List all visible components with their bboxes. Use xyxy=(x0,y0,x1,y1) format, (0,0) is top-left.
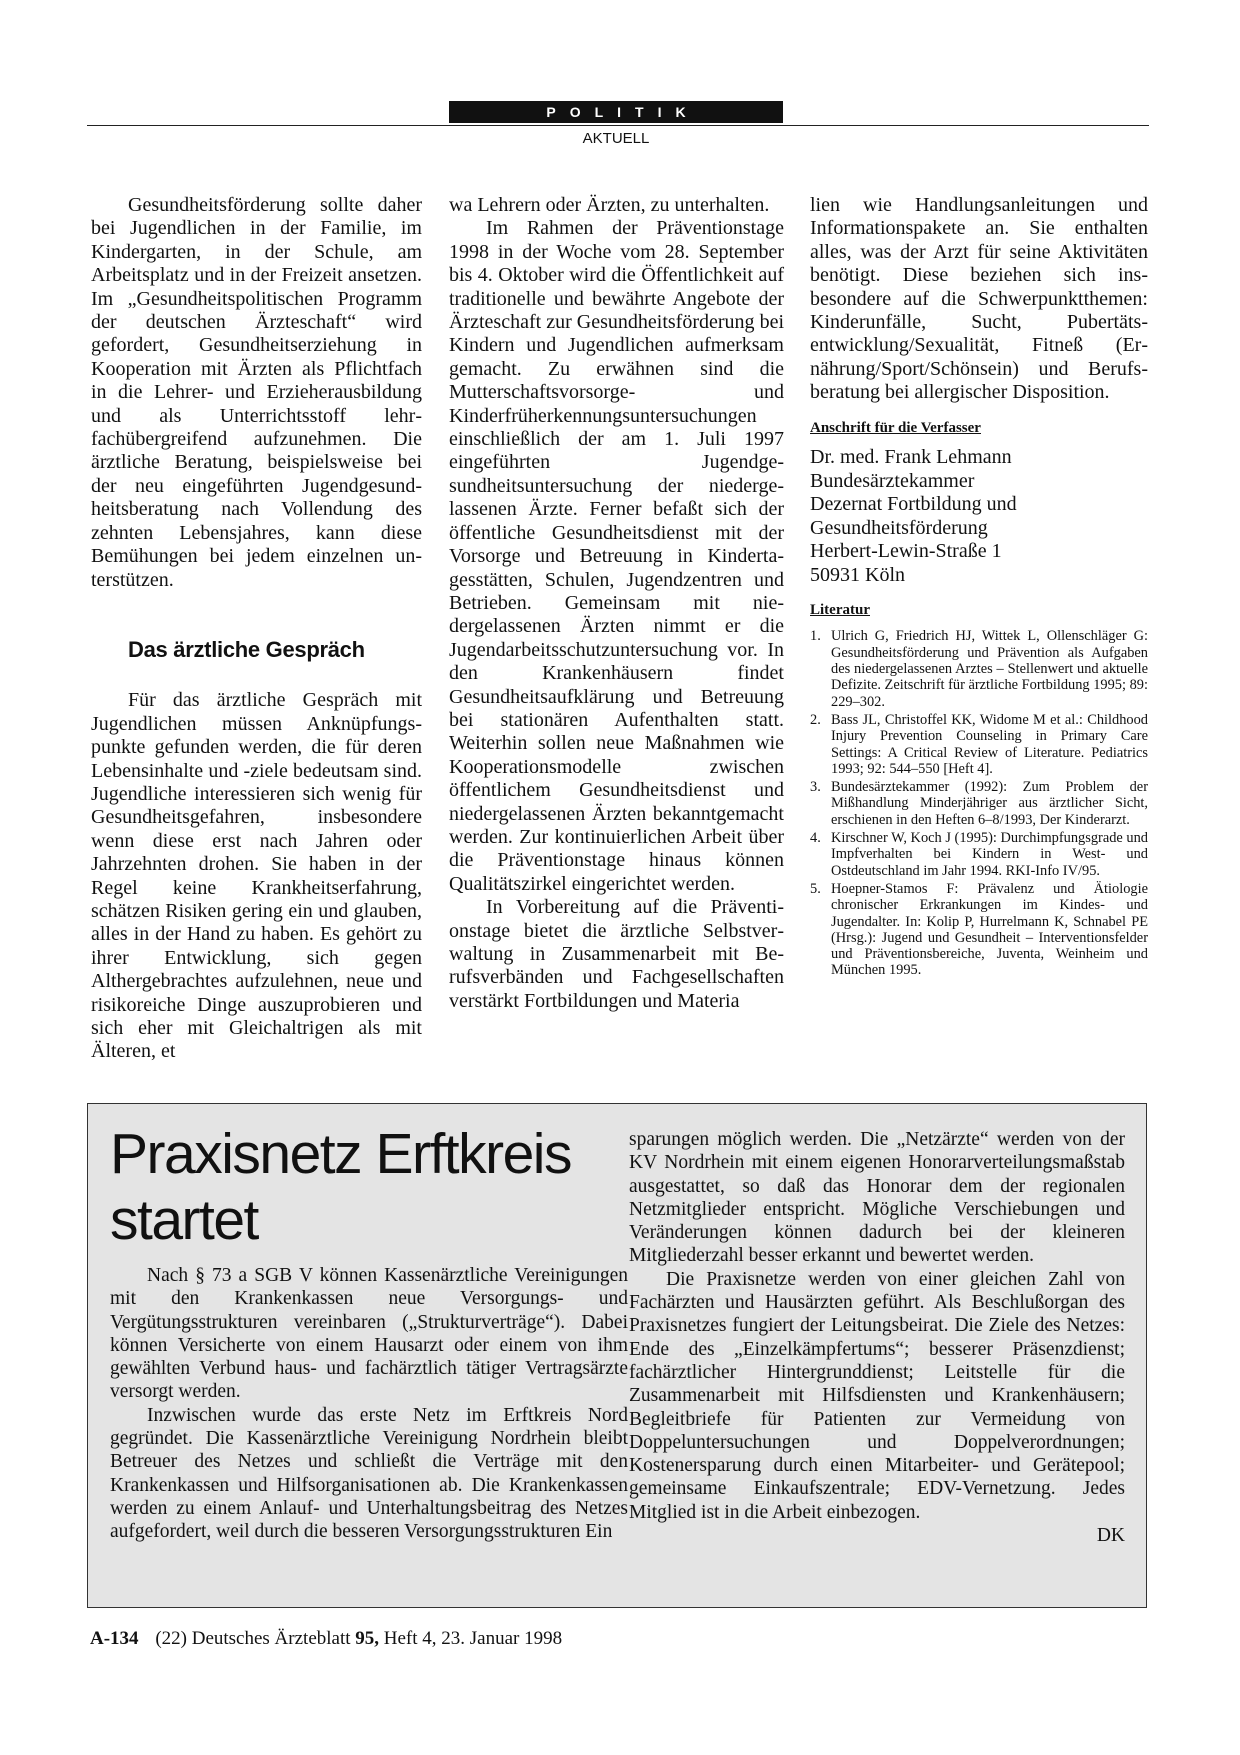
reference-text: Ulrich G, Friedrich HJ, Wittek L, Ollenschläger G: Gesundheitsförderung und Prävention als Aufgaben des niedergelassenen Arztes – Stellenwert und aktuelle Defizite. Zeitschrift für ärztliche Fortbildung 1995; 89: 229–302. xyxy=(831,628,1148,710)
reference-item xyxy=(810,628,1148,709)
address-heading: Anschrift für die Verfasser xyxy=(810,419,981,436)
author-address xyxy=(810,446,1148,587)
page-footer xyxy=(90,1628,562,1650)
paragraph: Die Praxisnetze werden von einer gleichen Zahl von Fachärzten und Hausärzten geführt. Als Beschlußorgan des Praxisnetzes fungiert der Leitungsbeirat. Die Ziele des Netzes: Ende des „Einzelkämpfertums“; besserer Präsenzdienst; fachärztlicher Hintergrunddienst; Leitstelle für die Zusammenarbeit mit Hilfsdiensten und Krankenhäusern; Begleitbriefe für Patienten zur Vermeidung von Doppeluntersuchungen und Doppelverordnungen; Kostenersparung durch einen Mitarbeiter- und Gerätepool; gemeinsame Einkaufszentrale; EDV-Vernetzung. Jedes Mitglied ist in die Arbeit einbezogen. xyxy=(629,1268,1125,1523)
reference-text: Bass JL, Christoffel KK, Widome M et al.: Childhood Injury Prevention Counseling in Primary Care Settings: A Critical Review of Literature. Pediatrics 1993; 92: 544–550 [Heft 4]. xyxy=(831,711,1148,777)
reference-number: 4. xyxy=(810,830,821,847)
paragraph: wa Lehrern oder Ärzten, zu unterhalten. xyxy=(449,194,770,216)
box-title: Praxisnetz Erftkreis startet xyxy=(110,1122,571,1252)
address-line: 50931 Köln xyxy=(810,563,905,586)
article-column-1 xyxy=(91,194,422,1064)
paragraph: Für das ärztliche Gespräch mit Jugendlichen müssen Anknüpfungspunkte gefunden werden, die für deren Lebensinhalte und -ziele bedeutsam sind. Jugendliche interessieren sich wenig für Gesundheitsgefahren, insbesondere wenn diese erst nach Jahren oder Jahrzehnten drohen. Sie haben in der Regel keine Krankheitserfahrung, schätzen Risiken gering ein und glauben, alles in der Hand zu haben. Es gehört zu ihrer Entwicklung, sich gegen Althergebrachtes aufzulehnen, neue und risikoreiche Dinge auszuprobieren und sich eher mit Gleichaltrigen als mit Älteren, et xyxy=(91,689,422,1063)
reference-list xyxy=(810,628,1148,978)
paragraph: Gesundheitsförderung sollte daher bei Jugendlichen in der Familie, im Kindergarten, in der Schule, am Arbeitsplatz und in der Freizeit ansetzen. Im „Gesundheitspolitischen Programm der deutschen Ärzteschaft“ wird gefordert, Gesundheitserziehung in Kooperation mit Ärzten als Pflichtfach in die Lehrer- und Erzieherausbildung und als Unterrichtsstoff lehrfachübergreifend aufzunehmen. Die ärztliche Beratung, beispielsweise bei der neu eingeführten Jugendgesundheitsberatung nach Vollendung des zehnten Lebensjahres, kann diese Bemühungen bei jedem einzelnen unterstützen. xyxy=(91,194,422,591)
article-column-3 xyxy=(810,194,1148,981)
volume-number: 95, xyxy=(355,1628,380,1649)
box-column-1 xyxy=(110,1264,628,1544)
paragraph: Inzwischen wurde das erste Netz im Erftkreis Nord gegründet. Die Kassenärztliche Vereinigung Nordrhein bleibt Betreuer des Netzes und schließt die Verträge mit den Krankenkassen und Hilfsorganisationen ab. Die Krankenkassen werden zu einem Anlauf- und Unterhaltungsbeitrag des Netzes aufgefordert, weil durch die besseren Versorgungsstrukturen Ein xyxy=(110,1404,628,1543)
address-line: Dezernat Fortbildung und xyxy=(810,493,1017,516)
literature-heading: Literatur xyxy=(810,602,870,619)
reference-text: Hoepner-Stamos F: Prävalenz und Ätiologie chronischer Erkrankungen im Kindes- und Jugendalter. In: Kolip P, Hurrelmann K, Schnabel PE (Hrsg.): Jugend und Gesundheit – Interventionsfelder und Präventionsbereiche, Juventa, Weinheim und München 1995. xyxy=(831,880,1148,979)
address-line: Gesundheitsförderung xyxy=(810,516,988,539)
box-column-2 xyxy=(629,1128,1125,1547)
reference-number: 2. xyxy=(810,711,821,728)
address-line: Dr. med. Frank Lehmann xyxy=(810,446,1012,469)
reference-number: 3. xyxy=(810,779,821,796)
journal-name: (22) Deutsches Ärzteblatt xyxy=(155,1628,351,1649)
header-rule xyxy=(87,125,1149,126)
reference-item xyxy=(810,881,1148,979)
page-number: A-134 xyxy=(90,1628,139,1649)
article-column-2 xyxy=(449,194,784,1013)
subheading: Das ärztliche Gespräch xyxy=(128,636,365,662)
reference-item xyxy=(810,712,1148,777)
author-initials: DK xyxy=(1096,1525,1125,1547)
reference-item xyxy=(810,830,1148,879)
reference-text: Kirschner W, Koch J (1995): Durchimpfungsgrade und Impfverhalten bei Kindern in West- und Ostdeutschland im Jahr 1994. RKI-Info IV/95. xyxy=(831,830,1148,879)
address-line: Herbert-Lewin-Straße 1 xyxy=(810,540,1002,563)
address-line: Bundesärztekammer xyxy=(810,469,975,492)
subsection-label: AKTUELL xyxy=(582,130,650,147)
reference-number: 1. xyxy=(810,628,821,645)
section-label: POLITIK xyxy=(449,101,783,123)
paragraph: Im Rahmen der Präventionstage 1998 in der Woche vom 28. September bis 4. Oktober wird die Öffentlichkeit auf traditionelle und bewährte Angebote der Ärzteschaft zur Gesundheitsförderung bei Kindern und Jugendlichen aufmerksam gemacht. Zu erwähnen sind die Mutterschaftsvorsorge- und Kinderfrüherkennungsuntersuchungen einschließlich der am 1. Juli 1997 eingeführten Jugendgesundheitsuntersuchung der niedergelassenen Ärzte. Ferner befaßt sich der öffentliche Gesundheitsdienst mit der Vorsorge und Betreuung in Kindertagesstätten, Schulen, Jugendzentren und Betrieben. Gemeinsam mit niedergelassenen Ärzten nimmt er die Jugendarbeitsschutzuntersuchung vor. In den Krankenhäusern findet Gesundheitsaufklärung und Betreuung bei stationären Aufenthalten statt. Weiterhin sollen neue Maßnahmen wie Kooperationsmodelle zwischen öffentlichem Gesundheitsdienst und niedergelassenen Ärzten bekanntgemacht werden. Zur kontinuierlichen Arbeit über die Präventionstage hinaus können Qualitätszirkel eingerichtet werden. xyxy=(449,217,784,895)
paragraph: lien wie Handlungsanleitungen und Informationspakete an. Sie enthalten alles, was der Arzt für seine Aktivitäten benötigt. Diese beziehen sich insbesondere auf die Schwerpunktthemen: Kinderunfälle, Sucht, Pubertätsentwicklung/Sexualität, Fitneß (Ernährung/Sport/Schönsein) und Berufsberatung bei allergischer Disposition. xyxy=(810,194,1148,404)
reference-text: Bundesärztekammer (1992): Zum Problem der Mißhandlung Minderjähriger aus ärztlicher Sicht, erschienen in den Heften 6–8/1993, Der Kinderarzt. xyxy=(831,779,1148,828)
issue-date: Heft 4, 23. Januar 1998 xyxy=(383,1628,563,1649)
news-box xyxy=(87,1103,1147,1608)
reference-item xyxy=(810,779,1148,828)
reference-number: 5. xyxy=(810,880,821,897)
paragraph: In Vorbereitung auf die Präventionstage bietet die ärztliche Selbstverwaltung in Zusammenarbeit mit Berufsverbänden und Fachgesellschaften verstärkt Fortbildungen und Materia xyxy=(449,896,784,1012)
paragraph: sparungen möglich werden. Die „Netzärzte“ werden von der KV Nordrhein mit einem eigenen Honorarverteilungsmaßstab ausgestattet, so daß das Honorar dem der regionalen Netzmitglieder entspricht. Mögliche Verschiebungen und Veränderungen können dadurch bei der kleineren Mitgliederzahl besser erkannt und bewertet werden. xyxy=(629,1129,1125,1267)
paragraph: Nach § 73 a SGB V können Kassenärztliche Vereinigungen mit den Krankenkassen neue Versorgungs- und Vergütungsstrukturen vereinbaren („Strukturverträge“). Dabei können Versicherte von einem Hausarzt oder einem von ihm gewählten Verbund haus- und fachärztlich tätiger Vertragsärzte versorgt werden. xyxy=(110,1265,628,1403)
